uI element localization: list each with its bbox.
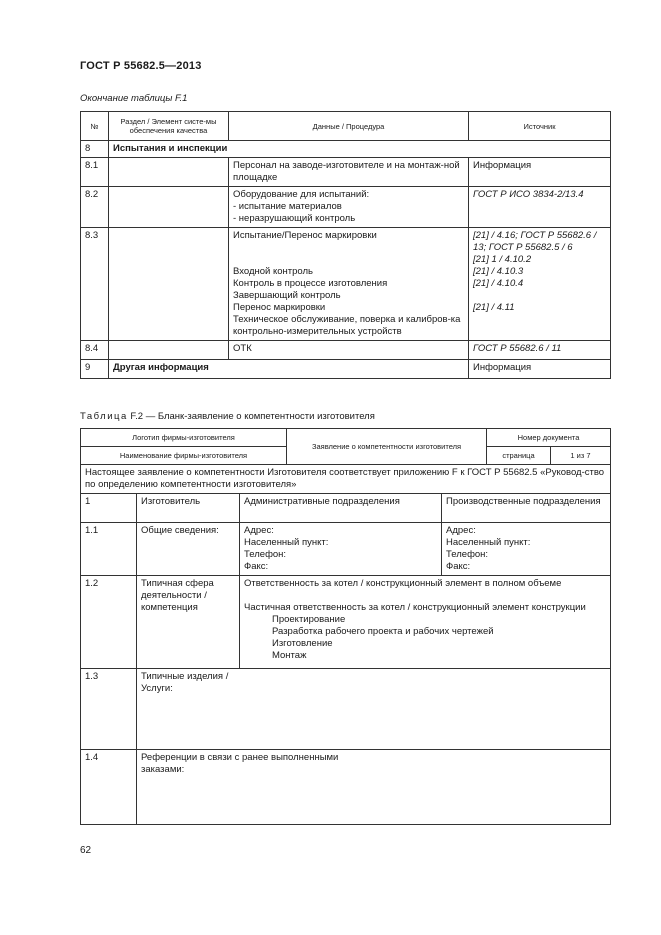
spacer [233, 242, 464, 254]
row-section [109, 341, 229, 360]
table-header-row [81, 112, 611, 141]
source-line: [21] / 4.11 [473, 302, 515, 313]
table-row [81, 576, 611, 669]
table-row [81, 187, 611, 228]
row-label: Изготовитель [137, 494, 240, 523]
references-cell [137, 750, 611, 825]
table-row [81, 523, 611, 576]
field-label: Телефон: [446, 549, 489, 560]
products-cell [137, 669, 611, 750]
competence-cell [240, 576, 611, 669]
table-row [81, 360, 611, 379]
caption-rest: F.2 — Бланк-заявление о компетентности изготовителя [127, 411, 375, 422]
row-num: 8.2 [81, 187, 109, 228]
row-section [109, 228, 229, 341]
row-source: ГОСТ Р 55682.6 / 11 [469, 341, 611, 360]
row-data: Персонал на заводе-изготовителе и на монтаж-ной площадке [229, 158, 469, 187]
row-num: 9 [81, 360, 109, 379]
table1-caption: Окончание таблицы F.1 [80, 93, 188, 104]
row-source [469, 228, 611, 341]
row-data [229, 228, 469, 341]
section-title: Другая информация [109, 360, 469, 379]
company-label: Наименование фирмы-изготовителя [81, 447, 287, 465]
table-row [81, 158, 611, 187]
competence-item: Разработка рабочего проекта и рабочих чертежей [272, 626, 494, 637]
row-num: 1.1 [81, 523, 137, 576]
page-label: страница [487, 447, 551, 465]
field-label: Адрес: [244, 525, 274, 536]
row-label: Типичные изделия / Услуги: [141, 671, 229, 694]
source-line: [21] / 4.10.3 [473, 266, 524, 277]
data-line: Перенос маркировки [233, 302, 326, 313]
row-num: 1.3 [81, 669, 137, 750]
competence-item: Изготовление [272, 638, 333, 649]
competence-line: Частичная ответственность за котел / конструкционный элемент конструкции [244, 602, 586, 613]
source-line: [21] / 4.16; ГОСТ Р 55682.6 / 13; ГОСТ Р 55682.5 / 6 [473, 230, 597, 253]
data-line: Входной контроль [233, 266, 313, 277]
doc-number-label: Номер документа [487, 429, 611, 447]
field-label: Телефон: [244, 549, 287, 560]
row-data [229, 187, 469, 228]
data-line: Техническое обслуживание, поверка и калибров-ка контрольно-измерительных устройств [233, 314, 461, 337]
source-line: [21] 1 / 4.10.2 [473, 254, 532, 265]
form-header-row [81, 429, 611, 447]
row-num: 8.4 [81, 341, 109, 360]
table-row [81, 141, 611, 158]
row-num: 8 [81, 141, 109, 158]
page-value: 1 из 7 [551, 447, 611, 465]
row-num: 8.3 [81, 228, 109, 341]
table-f2 [80, 428, 611, 825]
prod-header: Производственные подразделения [442, 494, 611, 523]
row-num: 1.2 [81, 576, 137, 669]
row-num: 1.4 [81, 750, 137, 825]
row-label: Общие сведения: [137, 523, 240, 576]
table-row [81, 341, 611, 360]
row-label: Референции в связи с ранее выполненными заказами: [141, 752, 339, 775]
table-row [81, 228, 611, 341]
col-header-data: Данные / Процедура [229, 112, 469, 141]
table-row [81, 494, 611, 523]
section-title: Испытания и инспекции [109, 141, 611, 158]
field-label: Адрес: [446, 525, 476, 536]
field-label: Населенный пункт: [446, 537, 531, 548]
data-line: Контроль в процессе изготовления [233, 278, 388, 289]
row-source: Информация [469, 360, 611, 379]
field-label: Населенный пункт: [244, 537, 329, 548]
page-title: ГОСТ Р 55682.5—2013 [80, 60, 202, 72]
field-label: Факс: [446, 561, 471, 572]
competence-item: Проектирование [272, 614, 346, 625]
row-data: ОТК [229, 341, 469, 360]
prod-info [442, 523, 611, 576]
competence-item: Монтаж [272, 650, 307, 661]
row-section [109, 158, 229, 187]
table-row [81, 465, 611, 494]
spacer [473, 290, 606, 302]
table-f1 [80, 111, 611, 379]
statement-label: Заявление о компетентности изготовителя [287, 429, 487, 465]
caption-prefix: Таблица [80, 411, 128, 422]
competence-line: Ответственность за котел / конструкционный элемент в полном объеме [244, 578, 562, 589]
spacer [233, 254, 464, 266]
row-source: Информация [469, 158, 611, 187]
source-line: [21] / 4.10.4 [473, 278, 524, 289]
row-num: 1 [81, 494, 137, 523]
col-header-num: № [81, 112, 109, 141]
data-line: Испытание/Перенос маркировки [233, 230, 377, 241]
row-label: Типичная сфера деятельности / компетенция [137, 576, 240, 669]
col-header-section: Раздел / Элемент систе-мы обеспечения качества [109, 112, 229, 141]
spacer [244, 590, 610, 602]
data-line: Оборудование для испытаний: [233, 189, 370, 200]
logo-label: Логотип фирмы-изготовителя [81, 429, 287, 447]
table2-caption [80, 411, 375, 422]
table-row [81, 750, 611, 825]
row-source: ГОСТ Р ИСО 3834-2/13.4 [469, 187, 611, 228]
col-header-source: Источник [469, 112, 611, 141]
field-label: Факс: [244, 561, 269, 572]
table-row [81, 669, 611, 750]
data-line: - неразрушающий контроль [233, 213, 356, 224]
intro-text: Настоящее заявление о компетентности Изготовителя соответствует приложению F к ГОСТ Р 55682.5 «Руковод-ство по определению компетентности изготовителя» [81, 465, 611, 494]
page-number: 62 [80, 845, 92, 856]
data-line: Завершающий контроль [233, 290, 341, 301]
row-section [109, 187, 229, 228]
admin-info [240, 523, 442, 576]
admin-header: Административные подразделения [240, 494, 442, 523]
row-num: 8.1 [81, 158, 109, 187]
data-line: - испытание материалов [233, 201, 342, 212]
